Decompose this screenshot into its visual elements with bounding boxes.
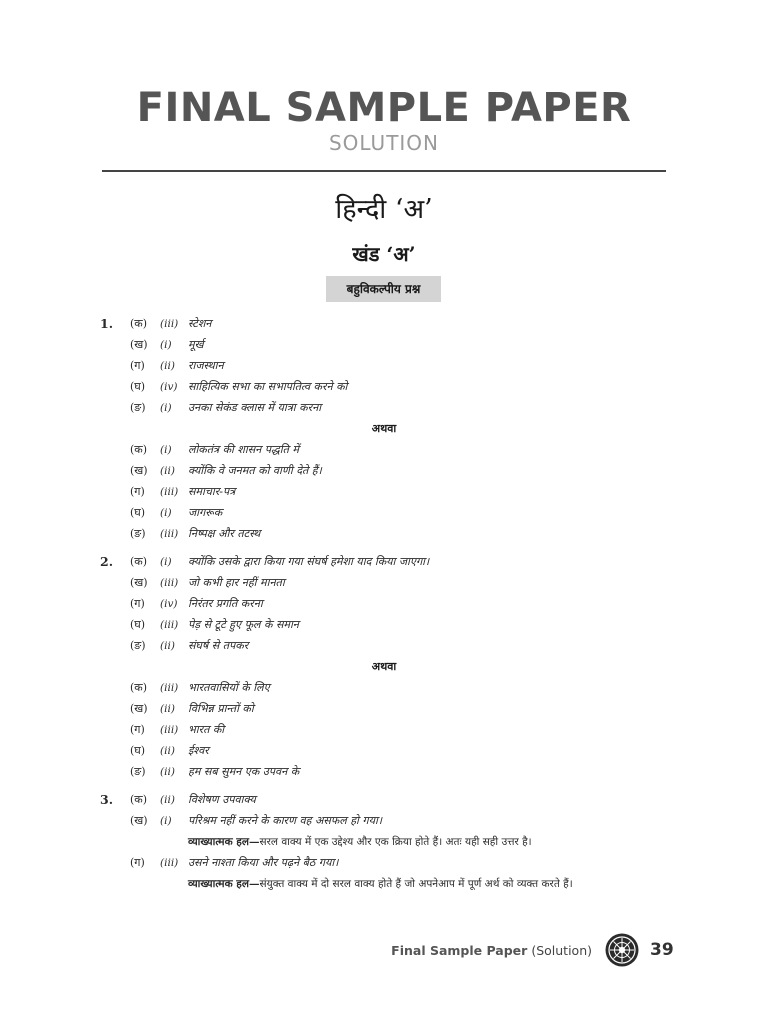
answer-text: विभिन्न प्रान्तों को xyxy=(188,702,254,715)
answer-text: राजस्थान xyxy=(188,359,224,372)
footer-subtitle: (Solution) xyxy=(531,943,592,958)
explanation xyxy=(188,832,532,852)
subject-title: हिन्दी ‘अ’ xyxy=(335,194,433,225)
option-number: (ii) xyxy=(160,465,175,477)
answer-text: समाचार-पत्र xyxy=(188,485,236,498)
option-number: (i) xyxy=(160,507,172,519)
sub-question-label: (घ) xyxy=(130,506,146,519)
page-number: 39 xyxy=(650,940,674,960)
option-number: (i) xyxy=(160,556,172,568)
option-number: (ii) xyxy=(160,703,175,715)
option-number: (iii) xyxy=(160,486,179,498)
answer-text: उसने नाश्ता किया और पढ़ने बैठ गया। xyxy=(188,856,339,869)
answer-text: हम सब सुमन एक उपवन के xyxy=(188,765,300,778)
answer-text: ईश्वर xyxy=(188,744,209,757)
sub-question-label: (ख) xyxy=(130,464,148,477)
sub-question-label: (क) xyxy=(130,443,148,456)
sub-question-label: (ख) xyxy=(130,576,148,589)
explanation-text: संयुक्त वाक्य में दो सरल वाक्य होते हैं जो अपनेआप में पूर्ण अर्थ को व्यक्त करते हैं। xyxy=(259,878,573,890)
sub-question-label: (ग) xyxy=(130,723,145,736)
answer-text: क्योंकि उसके द्वारा किया गया संघर्ष हमेशा याद किया जाएगा। xyxy=(188,555,430,568)
explanation xyxy=(188,874,573,894)
sub-question-label: (घ) xyxy=(130,744,146,757)
option-number: (ii) xyxy=(160,360,175,372)
explanation-text: सरल वाक्य में एक उद्देश्य और एक क्रिया होते हैं। अतः यही सही उत्तर है। xyxy=(259,836,532,848)
mcq-badge: बहुविकल्पीय प्रश्न xyxy=(326,276,441,302)
option-number: (ii) xyxy=(160,794,175,806)
answer-text: पेड़ से टूटे हुए फूल के समान xyxy=(188,618,299,631)
option-number: (i) xyxy=(160,339,172,351)
answer-text: साहित्यिक सभा का सभापतित्व करने को xyxy=(188,380,348,393)
option-number: (i) xyxy=(160,444,172,456)
explanation-heading: व्याख्यात्मक हल— xyxy=(188,836,260,848)
footer-label xyxy=(391,941,592,961)
question-number: 2. xyxy=(100,554,114,569)
sub-question-label: (घ) xyxy=(130,618,146,631)
option-number: (iv) xyxy=(160,598,178,610)
answer-text: परिश्रम नहीं करने के कारण वह असफल हो गया। xyxy=(188,814,382,827)
answer-text: जो कभी हार नहीं मानता xyxy=(188,576,285,589)
option-number: (iii) xyxy=(160,528,179,540)
sub-question-label: (ख) xyxy=(130,338,148,351)
sub-question-label: (ङ) xyxy=(130,527,146,540)
answer-text: क्योंकि वे जनमत को वाणी देते हैं। xyxy=(188,464,322,477)
sub-question-label: (क) xyxy=(130,555,148,568)
option-number: (iv) xyxy=(160,381,178,393)
sub-question-label: (ग) xyxy=(130,359,145,372)
option-number: (ii) xyxy=(160,745,175,757)
sub-question-label: (ङ) xyxy=(130,639,146,652)
question-number: 1. xyxy=(100,316,114,331)
answer-text: विशेषण उपवाक्य xyxy=(188,793,256,806)
sub-question-label: (ङ) xyxy=(130,765,146,778)
answer-text: जागरूक xyxy=(188,506,223,519)
answer-text: निरंतर प्रगति करना xyxy=(188,597,263,610)
sub-question-label: (घ) xyxy=(130,380,146,393)
or-separator: अथवा xyxy=(371,422,397,435)
option-number: (iii) xyxy=(160,857,179,869)
option-number: (i) xyxy=(160,815,172,827)
sub-question-label: (ङ) xyxy=(130,401,146,414)
sub-question-label: (क) xyxy=(130,793,148,806)
answer-text: मूर्ख xyxy=(188,338,204,351)
page-subtitle: SOLUTION xyxy=(328,131,440,155)
option-number: (ii) xyxy=(160,766,175,778)
option-number: (i) xyxy=(160,402,172,414)
answer-text: उनका सेकंड क्लास में यात्रा करना xyxy=(188,401,322,414)
page-title: FINAL SAMPLE PAPER xyxy=(136,85,632,131)
sub-question-label: (क) xyxy=(130,681,148,694)
option-number: (ii) xyxy=(160,640,175,652)
answer-text: भारतवासियों के लिए xyxy=(188,681,270,694)
question-number: 3. xyxy=(100,792,114,807)
footer-title: Final Sample Paper xyxy=(391,943,528,958)
sub-question-label: (ख) xyxy=(130,814,148,827)
option-number: (iii) xyxy=(160,682,179,694)
header-divider xyxy=(102,170,666,172)
answer-text: भारत की xyxy=(188,723,225,736)
explanation-heading: व्याख्यात्मक हल— xyxy=(188,878,260,890)
answer-text: संघर्ष से तपकर xyxy=(188,639,249,652)
answer-text: निष्पक्ष और तटस्थ xyxy=(188,527,261,540)
emblem-icon xyxy=(604,932,640,968)
sub-question-label: (ग) xyxy=(130,856,145,869)
or-separator: अथवा xyxy=(371,660,397,673)
sub-question-label: (ग) xyxy=(130,597,145,610)
option-number: (iii) xyxy=(160,724,179,736)
option-number: (iii) xyxy=(160,619,179,631)
sub-question-label: (ख) xyxy=(130,702,148,715)
option-number: (iii) xyxy=(160,577,179,589)
answer-text: स्टेशन xyxy=(188,317,212,330)
section-title: खंड ‘अ’ xyxy=(352,242,416,266)
sub-question-label: (क) xyxy=(130,317,148,330)
option-number: (iii) xyxy=(160,318,179,330)
sub-question-label: (ग) xyxy=(130,485,145,498)
answer-text: लोकतंत्र की शासन पद्धति में xyxy=(188,443,299,456)
